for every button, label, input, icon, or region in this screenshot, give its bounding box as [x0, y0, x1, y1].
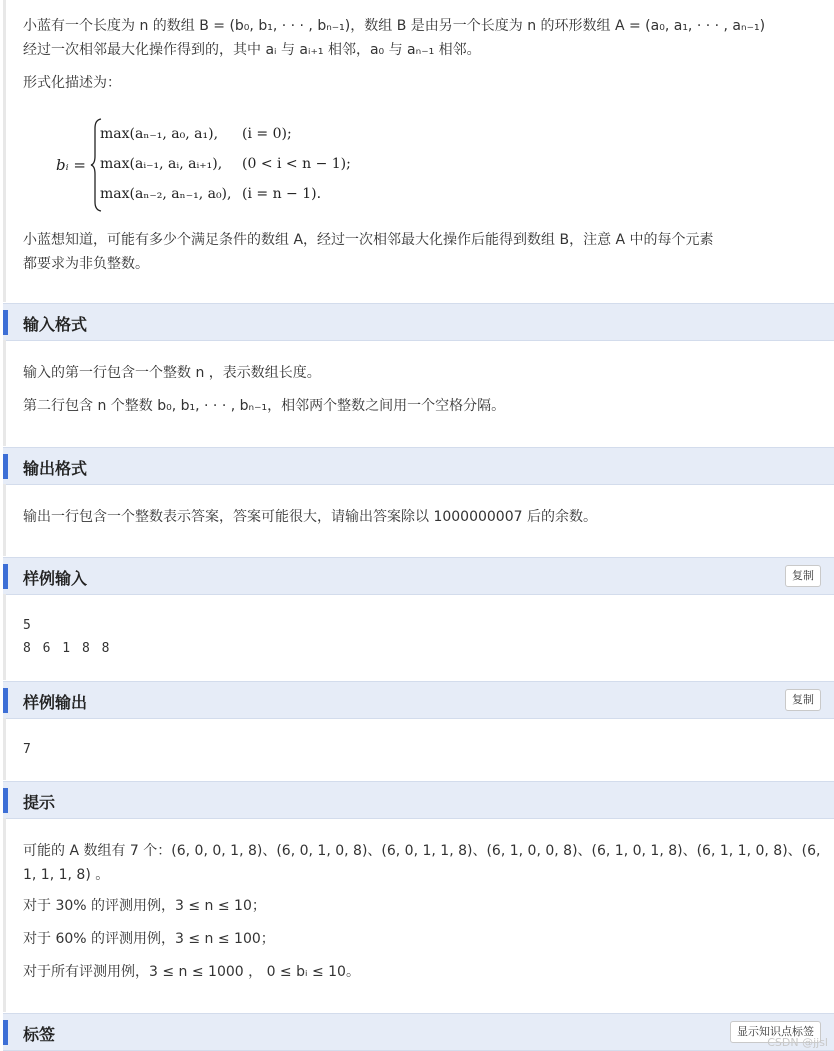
section-accent-bar: [3, 310, 8, 335]
input-format-line-2: 第二行包含 n 个整数 b₀, b₁, · · · , bₙ₋₁，相邻两个整数之间用一个空格分隔。: [23, 398, 506, 414]
formula-block: [56, 118, 376, 214]
sample-output-body: [3, 718, 834, 780]
section-accent-bar: [3, 1020, 8, 1045]
formula-lhs: bᵢ =: [56, 156, 86, 174]
sample-input-body: [3, 594, 834, 680]
formula-cond-1: (i = 0);: [242, 126, 292, 142]
formula-case-1: max(aₙ₋₁, a₀, a₁),: [100, 126, 219, 142]
hint-line-2: 1, 1, 1, 8) 。: [23, 867, 110, 883]
sample-input-header: [3, 557, 834, 595]
sample-output-header: [3, 681, 834, 719]
watermark: CSDN @jjsl: [767, 1036, 828, 1049]
section-accent-bar: [3, 564, 8, 589]
formula-cond-3: (i = n − 1).: [242, 186, 322, 202]
formula-case-2: max(aᵢ₋₁, aᵢ, aᵢ₊₁),: [100, 156, 223, 172]
input-format-line-1: 输入的第一行包含一个整数 n ，表示数组长度。: [23, 365, 321, 381]
sample-input-line-1: 5: [23, 618, 31, 633]
copy-sample-input-button[interactable]: 复制: [785, 565, 821, 587]
section-accent-bar: [3, 454, 8, 479]
hint-line-4: 对于 60% 的评测用例，3 ≤ n ≤ 100；: [23, 931, 275, 947]
tags-header: [3, 1013, 834, 1051]
section-accent-bar: [3, 688, 8, 713]
output-format-line-1: 输出一行包含一个整数表示答案，答案可能很大，请输出答案除以 1000000007 后的余数。: [23, 509, 597, 525]
question-line-2: 都要求为非负整数。: [23, 256, 149, 272]
sample-input-line-2: 8 6 1 8 8: [23, 641, 110, 656]
hint-title: 提示: [23, 793, 56, 812]
output-format-title: 输出格式: [23, 459, 88, 478]
input-format-title: 输入格式: [23, 315, 88, 334]
desc-line-2: 经过一次相邻最大化操作得到的，其中 aᵢ 与 aᵢ₊₁ 相邻，a₀ 与 aₙ₋₁ 相邻。: [23, 42, 481, 58]
show-tags-button[interactable]: 显示知识点标签: [730, 1021, 821, 1043]
sample-input-title: 样例输入: [23, 569, 88, 588]
hint-line-5: 对于所有评测用例，3 ≤ n ≤ 1000 ， 0 ≤ bᵢ ≤ 10。: [23, 964, 360, 980]
section-accent-bar: [3, 788, 8, 813]
hint-line-3: 对于 30% 的评测用例，3 ≤ n ≤ 10；: [23, 898, 266, 914]
formal-label: 形式化描述为：: [23, 75, 121, 91]
output-format-header: [3, 447, 834, 485]
input-format-header: [3, 303, 834, 341]
formula-case-3: max(aₙ₋₂, aₙ₋₁, a₀),: [100, 186, 232, 202]
input-format-body: [3, 340, 834, 446]
hint-header: [3, 781, 834, 819]
sample-output-line-1: 7: [23, 742, 31, 757]
question-line-1: 小蓝想知道，可能有多少个满足条件的数组 A，经过一次相邻最大化操作后能得到数组 B，注意 A 中的每个元素: [23, 232, 714, 248]
desc-line-1: 小蓝有一个长度为 n 的数组 B = (b₀, b₁, · · · , bₙ₋₁)，数组 B 是由另一个长度为 n 的环形数组 A = (a₀, a₁, · · · , aₙ₋₁): [23, 18, 766, 34]
sample-output-title: 样例输出: [23, 693, 88, 712]
formula-cond-2: (0 < i < n − 1);: [242, 156, 351, 172]
tags-title: 标签: [23, 1025, 56, 1044]
copy-sample-output-button[interactable]: 复制: [785, 689, 821, 711]
hint-line-1: 可能的 A 数组有 7 个：(6, 0, 0, 1, 8)、(6, 0, 1, 0, 8)、(6, 0, 1, 1, 8)、(6, 1, 0, 0, 8)、(6, 1, 0, 1, 8)、(6, 1, 1, 0, 8)、(6,: [23, 843, 821, 859]
